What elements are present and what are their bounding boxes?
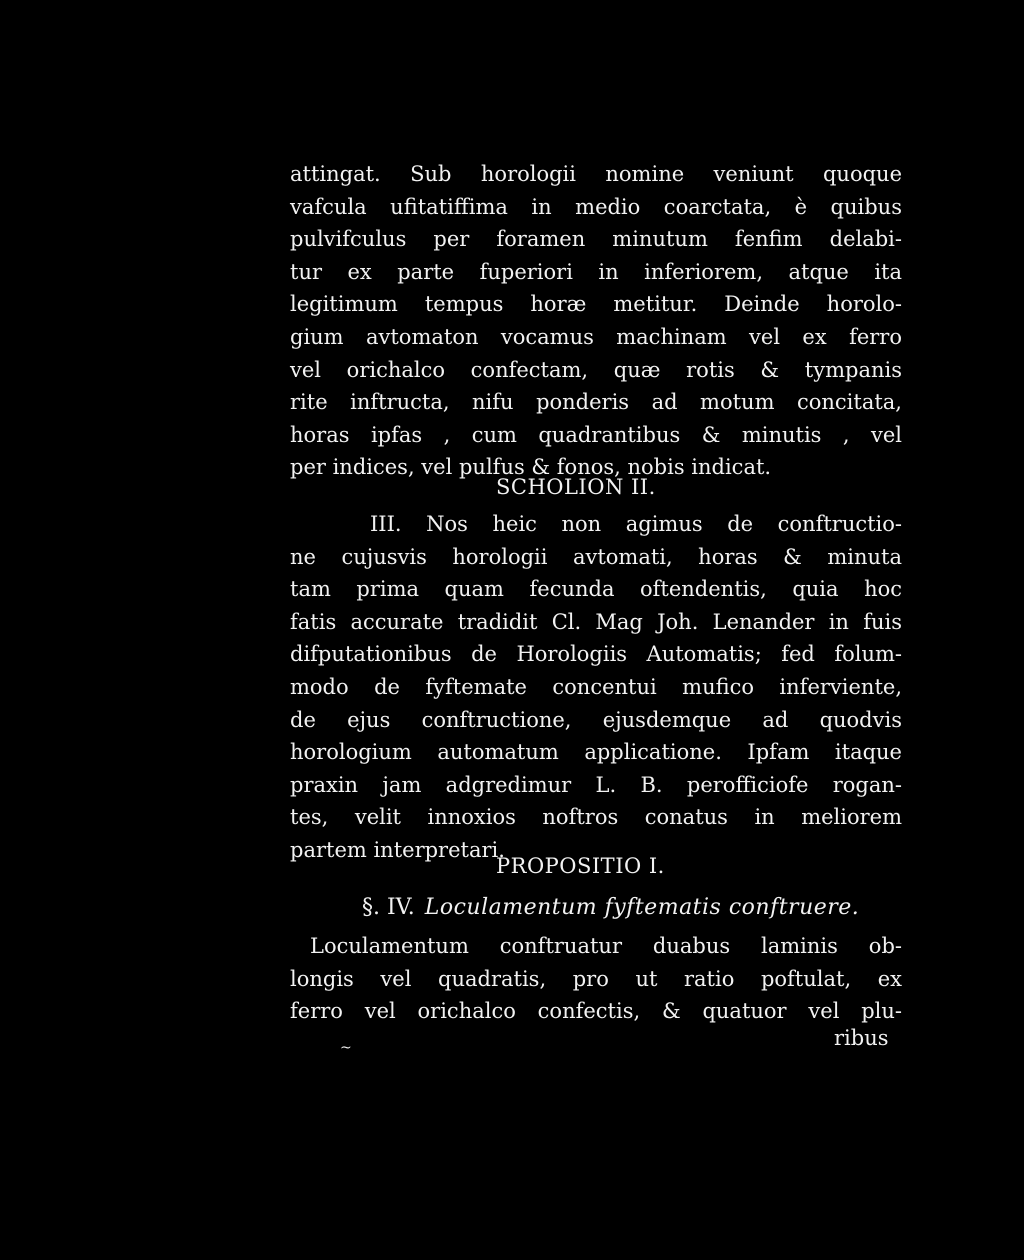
paragraph-horologium	[290, 158, 902, 484]
text-line: praxin jam adgredimur L. B. perofficiofe rogan-	[290, 772, 902, 797]
text-line: longis vel quadratis, pro ut ratio poftulat, ex	[290, 966, 902, 991]
text-line: gium avtomaton vocamus machinam vel ex ferro	[290, 324, 902, 349]
paragraph-scholion	[290, 508, 902, 867]
text-line: Loculamentum conftruatur duabus laminis ob-	[310, 934, 902, 958]
text-line: horologium automatum applicatione. Ipfam itaque	[290, 740, 902, 765]
printer-mark: ~	[340, 1040, 352, 1056]
text-line: III. Nos heic non agimus de conftructio-	[370, 512, 902, 536]
catchword: ribus	[834, 1026, 889, 1050]
text-line: horas ipfas , cum quadrantibus & minutis , vel	[290, 422, 902, 447]
section-title: Loculamentum fyftematis conftruere.	[424, 895, 860, 920]
text-line: tur ex parte fuperiori in inferiorem, atque ita	[290, 259, 902, 284]
propositio-heading: PROPOSITIO I.	[496, 854, 665, 878]
text-line: ferro vel orichalco confectis, & quatuor vel plu-	[290, 999, 902, 1024]
text-line: pulvifculus per foramen minutum fenfim delabi-	[290, 227, 902, 252]
text-line: de ejus conftructione, ejusdemque ad quodvis	[290, 707, 902, 732]
text-line: modo de fyftemate concentui mufico inferviente,	[290, 674, 902, 699]
text-line: tam prima quam fecunda oftendentis, quia hoc	[290, 577, 902, 602]
text-line: vel orichalco confectam, quæ rotis & tympanis	[290, 357, 902, 382]
text-line: ne cujusvis horologii avtomati, horas & minuta	[290, 544, 902, 569]
section-heading	[362, 892, 859, 924]
text-line: per indices, vel pulfus & fonos, nobis indicat.	[290, 455, 772, 480]
text-line: rite inftructa, nifu ponderis ad motum concitata,	[290, 390, 902, 415]
scholion-heading: SCHOLION II.	[496, 475, 656, 499]
text-line: partem interpretari.	[290, 837, 505, 862]
text-line: attingat. Sub horologii nomine veniunt quoque	[290, 162, 902, 186]
paragraph-loculamentum	[290, 930, 902, 1028]
text-line: fatis accurate tradidit Cl. Mag Joh. Lenander in fuis	[290, 609, 902, 634]
text-line: difputationibus de Horologiis Automatis; fed folum-	[290, 642, 902, 667]
text-line: vafcula ufitatiffima in medio coarctata, è quibus	[290, 194, 902, 219]
text-line: tes, velit innoxios noftros conatus in meliorem	[290, 805, 902, 830]
section-marker: §. IV.	[362, 895, 415, 920]
text-line: legitimum tempus horæ metitur. Deinde horolo-	[290, 292, 902, 317]
